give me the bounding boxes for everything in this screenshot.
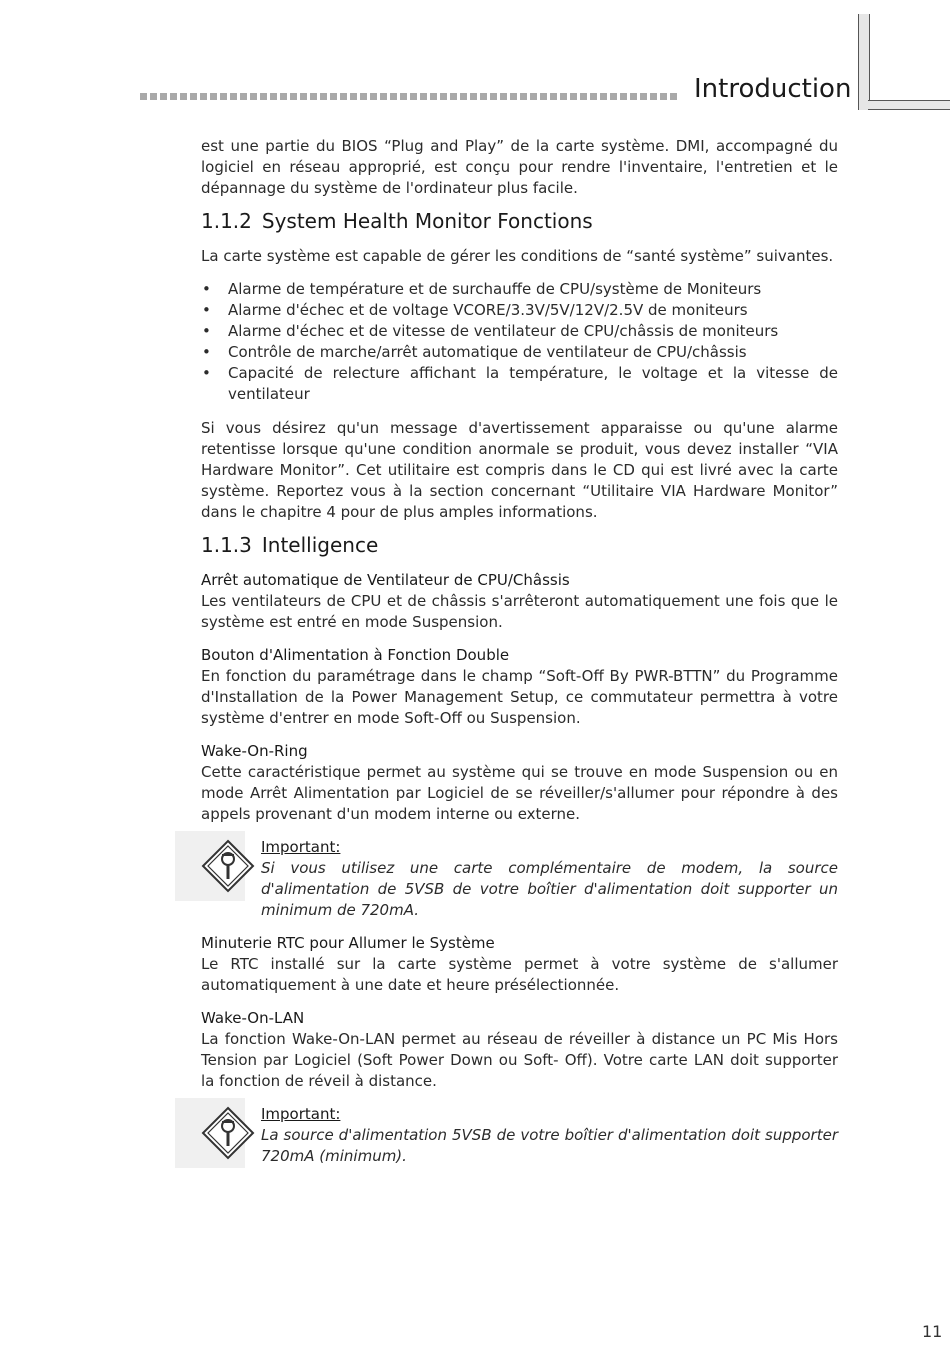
wake-on-ring-heading: Wake-On-Ring [201,742,308,760]
important-text: La source d'alimentation 5VSB de votre boîtier d'alimentation doit supporter 720mA (minimum). [261,1126,838,1165]
health-intro: La carte système est capable de gérer les conditions de “santé système” suivantes. [201,247,834,265]
section-title: System Health Monitor Fonctions [261,209,593,233]
list-item [201,300,838,321]
important-text: Si vous utilisez une carte complémentaire de modem, la source d'alimentation de 5VSB de votre boîtier d'alimentation doit supporter un minimum de 720mA. [261,859,838,919]
warning-icon [201,1106,255,1160]
fan-off-heading: Arrêt automatique de Ventilateur de CPU/Châssis [201,571,570,589]
power-button-heading: Bouton d'Alimentation à Fonction Double [201,646,510,664]
page-content [201,136,838,1167]
page-number: 11 [922,1322,943,1341]
list-item [201,321,838,342]
important-note-modem [201,837,838,921]
bullet-icon: • [202,343,211,361]
bullet-icon: • [202,280,211,298]
list-item [201,279,838,300]
bullet-icon: • [202,364,211,382]
bullet-icon: • [202,301,211,319]
corner-decoration-horizontal [868,100,950,110]
section-number: 1.1.2 [201,209,252,233]
wake-on-ring-text: Cette caractéristique permet au système qui se trouve en mode Suspension ou en mode Arrêt Alimentation par Logiciel de se réveiller/s'allumer pour répondre à des appels provenant d'un modem interne ou externe. [201,763,838,823]
list-item-text: Contrôle de marche/arrêt automatique de ventilateur de CPU/châssis [228,343,747,361]
health-bullet-list [201,279,838,405]
list-item-text: Alarme d'échec et de voltage VCORE/3.3V/5V/12V/2.5V de moniteurs [228,301,748,319]
section-1-1-3-heading [201,535,838,556]
health-closing-paragraph: Si vous désirez qu'un message d'avertissement apparaisse ou qu'une alarme retentisse lorsque qu'une condition anormale se produit, vous devez installer “VIA Hardware Monitor”. Cet utilitaire est compris dans le CD qui est livré avec la carte système. Reportez vous à la section concernant “Utilitaire VIA Hardware Monitor” dans le chapitre 4 pour de plus amples informations. [201,419,838,521]
rtc-heading: Minuterie RTC pour Allumer le Système [201,934,495,952]
power-button-text: En fonction du paramétrage dans le champ “Soft-Off By PWR-BTTN” du Programme d'Installation de la Power Management Setup, ce commutateur permettra à votre système d'entrer en mode Soft-Off ou Suspension. [201,667,838,727]
list-item [201,342,838,363]
intro-paragraph: est une partie du BIOS “Plug and Play” de la carte système. DMI, accompagné du logiciel en réseau approprié, est conçu pour rendre l'inventaire, l'entretien et le dépannage du système de l'ordinateur plus facile. [201,137,838,197]
list-item [201,363,838,405]
section-number: 1.1.3 [201,533,252,557]
list-item-text: Alarme de température et de surchauffe de CPU/système de Moniteurs [228,280,762,298]
list-item-text: Alarme d'échec et de vitesse de ventilateur de CPU/châssis de moniteurs [228,322,779,340]
list-item-text: Capacité de relecture affichant la température, le voltage et la vitesse de ventilateur [228,364,838,403]
header-dot-rule [140,93,685,103]
rtc-text: Le RTC installé sur la carte système permet à votre système de s'allumer automatiquement à une date et heure présélectionnée. [201,955,838,994]
wake-on-lan-heading: Wake-On-LAN [201,1009,305,1027]
fan-off-text: Les ventilateurs de CPU et de châssis s'arrêteront automatiquement une fois que le système est entré en mode Suspension. [201,592,838,631]
section-title: Intelligence [261,533,379,557]
important-label: Important: [261,1105,341,1123]
corner-decoration-vertical [858,14,870,110]
header-title: Introduction [694,74,852,104]
section-1-1-2-heading [201,211,838,232]
warning-icon [201,839,255,893]
important-note-power [201,1104,838,1167]
wake-on-lan-text: La fonction Wake-On-LAN permet au réseau de réveiller à distance un PC Mis Hors Tension par Logiciel (Soft Power Down ou Soft- Off). Votre carte LAN doit supporter la fonction de réveil à distance. [201,1030,838,1090]
bullet-icon: • [202,322,211,340]
important-label: Important: [261,838,341,856]
